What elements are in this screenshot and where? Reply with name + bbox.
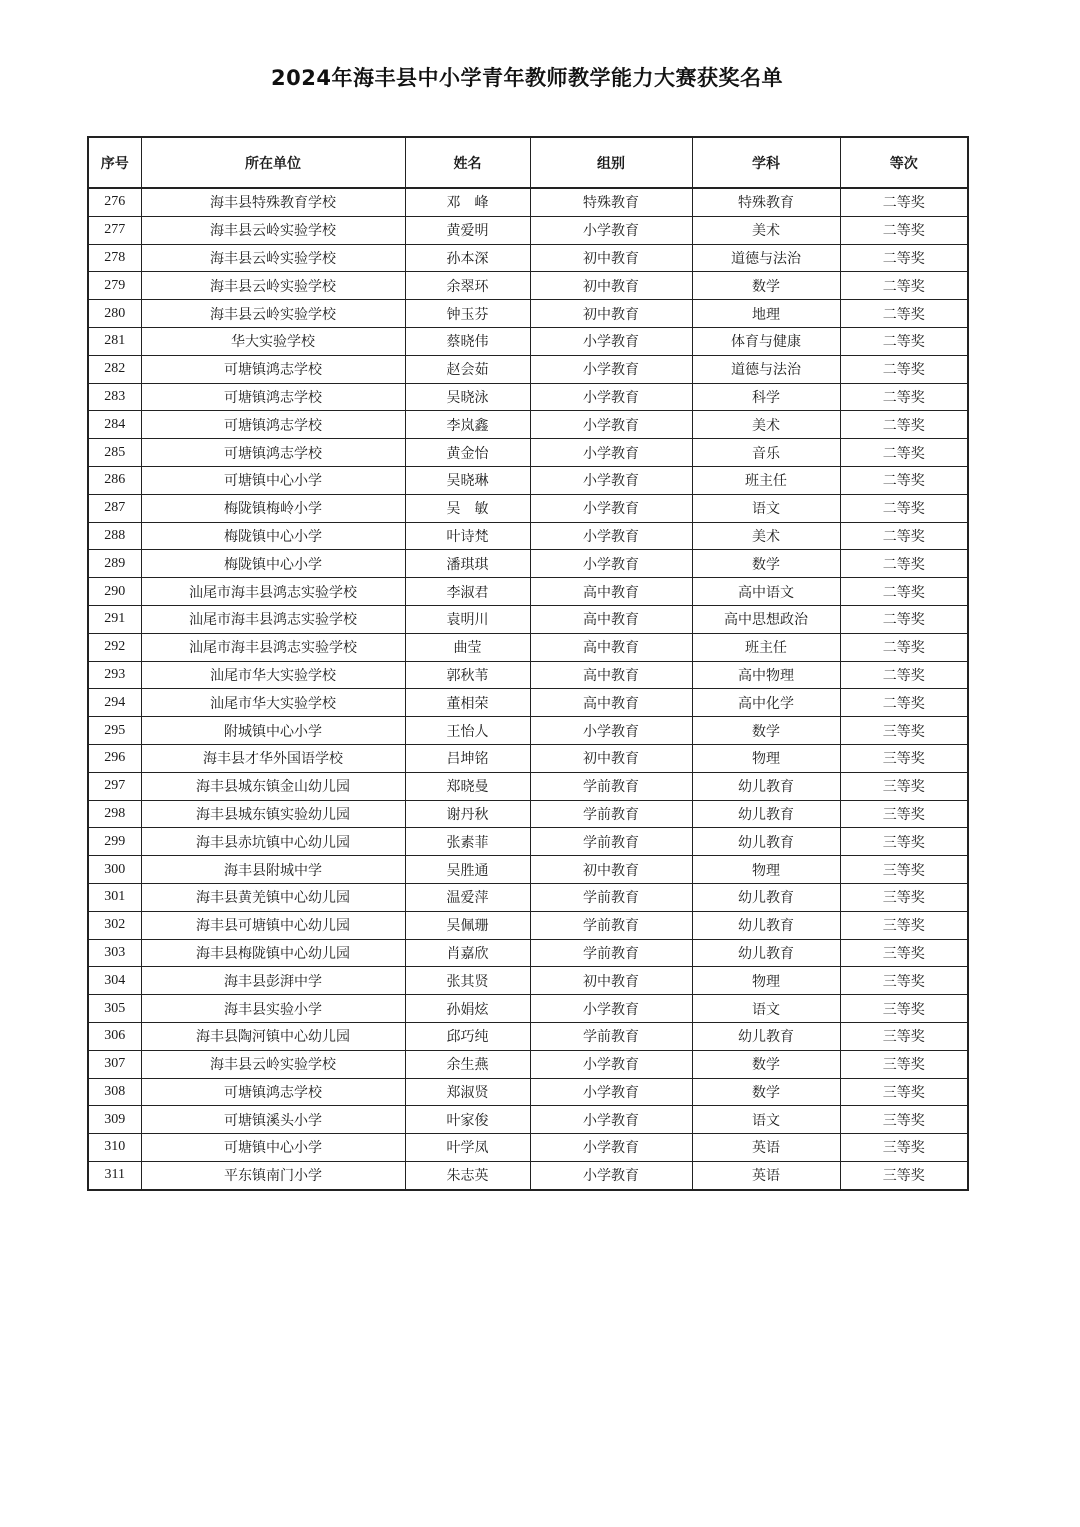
cell-subject: 物理 [692,967,840,995]
cell-no: 297 [88,772,141,800]
cell-unit: 可塘镇溪头小学 [141,1106,405,1134]
cell-award: 二等奖 [840,633,968,661]
cell-no: 299 [88,828,141,856]
cell-subject: 幼儿教育 [692,883,840,911]
cell-subject: 数学 [692,1050,840,1078]
page-title: 2024年海丰县中小学青年教师教学能力大赛获奖名单 [271,66,783,90]
cell-subject: 数学 [692,272,840,300]
cell-group: 小学教育 [530,1078,692,1106]
cell-award: 三等奖 [840,856,968,884]
cell-subject: 高中化学 [692,689,840,717]
cell-unit: 可塘镇中心小学 [141,1134,405,1162]
header-no: 序号 [88,137,141,188]
cell-name: 黄金怡 [405,439,530,467]
cell-award: 三等奖 [840,1161,968,1189]
cell-unit: 汕尾市海丰县鸿志实验学校 [141,578,405,606]
cell-no: 294 [88,689,141,717]
cell-name: 叶家俊 [405,1106,530,1134]
cell-unit: 海丰县彭湃中学 [141,967,405,995]
cell-name: 钟玉芬 [405,300,530,328]
cell-subject: 班主任 [692,466,840,494]
table-row [88,383,968,411]
cell-unit: 可塘镇鸿志学校 [141,1078,405,1106]
cell-no: 303 [88,939,141,967]
cell-unit: 附城镇中心小学 [141,717,405,745]
cell-unit: 海丰县陶河镇中心幼儿园 [141,1022,405,1050]
cell-subject: 道德与法治 [692,355,840,383]
table-row [88,1078,968,1106]
cell-group: 学前教育 [530,828,692,856]
cell-no: 290 [88,578,141,606]
cell-no: 276 [88,188,141,216]
cell-name: 张其贤 [405,967,530,995]
table-row [88,772,968,800]
header-award: 等次 [840,137,968,188]
table-row [88,995,968,1023]
cell-award: 三等奖 [840,717,968,745]
cell-group: 初中教育 [530,856,692,884]
cell-group: 学前教育 [530,939,692,967]
cell-name: 黄爱明 [405,216,530,244]
cell-name: 曲莹 [405,633,530,661]
cell-unit: 可塘镇鸿志学校 [141,439,405,467]
cell-name: 余翠环 [405,272,530,300]
cell-award: 三等奖 [840,800,968,828]
cell-no: 296 [88,744,141,772]
header-unit: 所在单位 [141,137,405,188]
cell-award: 三等奖 [840,939,968,967]
cell-name: 吴佩珊 [405,911,530,939]
table-row [88,522,968,550]
cell-unit: 海丰县云岭实验学校 [141,1050,405,1078]
cell-no: 283 [88,383,141,411]
cell-name: 李淑君 [405,578,530,606]
cell-unit: 可塘镇鸿志学校 [141,383,405,411]
cell-name: 朱志英 [405,1161,530,1189]
cell-name: 吕坤铭 [405,744,530,772]
cell-name: 董相荣 [405,689,530,717]
header-subject: 学科 [692,137,840,188]
cell-subject: 幼儿教育 [692,1022,840,1050]
cell-award: 三等奖 [840,1106,968,1134]
table-row [88,661,968,689]
cell-unit: 海丰县云岭实验学校 [141,216,405,244]
cell-subject: 英语 [692,1161,840,1189]
cell-subject: 音乐 [692,439,840,467]
cell-award: 二等奖 [840,661,968,689]
table-row [88,411,968,439]
cell-subject: 美术 [692,411,840,439]
cell-no: 300 [88,856,141,884]
cell-subject: 美术 [692,216,840,244]
cell-subject: 幼儿教育 [692,939,840,967]
cell-subject: 数学 [692,1078,840,1106]
cell-subject: 幼儿教育 [692,828,840,856]
cell-award: 二等奖 [840,300,968,328]
cell-group: 初中教育 [530,244,692,272]
cell-unit: 汕尾市华大实验学校 [141,689,405,717]
cell-award: 二等奖 [840,578,968,606]
cell-award: 三等奖 [840,967,968,995]
table-row [88,216,968,244]
cell-award: 三等奖 [840,911,968,939]
cell-no: 285 [88,439,141,467]
cell-no: 281 [88,327,141,355]
cell-group: 小学教育 [530,1106,692,1134]
cell-no: 277 [88,216,141,244]
cell-award: 二等奖 [840,244,968,272]
cell-subject: 体育与健康 [692,327,840,355]
cell-award: 二等奖 [840,439,968,467]
table-row [88,272,968,300]
table-row [88,883,968,911]
cell-name: 吴晓泳 [405,383,530,411]
table-row [88,188,968,216]
cell-award: 三等奖 [840,1050,968,1078]
cell-group: 小学教育 [530,439,692,467]
cell-subject: 幼儿教育 [692,800,840,828]
cell-name: 赵会茹 [405,355,530,383]
cell-name: 孙本深 [405,244,530,272]
cell-subject: 语文 [692,1106,840,1134]
cell-no: 292 [88,633,141,661]
cell-unit: 梅陇镇梅岭小学 [141,494,405,522]
table-row [88,1134,968,1162]
cell-no: 293 [88,661,141,689]
cell-award: 二等奖 [840,466,968,494]
cell-subject: 语文 [692,995,840,1023]
table-row [88,550,968,578]
table-row [88,856,968,884]
cell-subject: 英语 [692,1134,840,1162]
cell-award: 二等奖 [840,272,968,300]
cell-unit: 海丰县云岭实验学校 [141,272,405,300]
cell-no: 282 [88,355,141,383]
cell-no: 288 [88,522,141,550]
cell-no: 308 [88,1078,141,1106]
cell-group: 高中教育 [530,605,692,633]
cell-subject: 数学 [692,550,840,578]
cell-group: 学前教育 [530,772,692,800]
cell-no: 302 [88,911,141,939]
cell-award: 二等奖 [840,689,968,717]
cell-name: 吴晓琳 [405,466,530,494]
cell-group: 小学教育 [530,717,692,745]
cell-unit: 海丰县云岭实验学校 [141,300,405,328]
cell-group: 学前教育 [530,883,692,911]
cell-award: 二等奖 [840,355,968,383]
cell-no: 310 [88,1134,141,1162]
cell-group: 学前教育 [530,800,692,828]
table-row [88,828,968,856]
cell-group: 小学教育 [530,494,692,522]
table-row [88,1022,968,1050]
cell-no: 287 [88,494,141,522]
table-row [88,939,968,967]
cell-name: 张素菲 [405,828,530,856]
cell-name: 郑淑贤 [405,1078,530,1106]
cell-name: 谢丹秋 [405,800,530,828]
cell-group: 高中教育 [530,578,692,606]
cell-unit: 海丰县梅陇镇中心幼儿园 [141,939,405,967]
cell-name: 王怡人 [405,717,530,745]
cell-unit: 可塘镇鸿志学校 [141,411,405,439]
cell-unit: 海丰县城东镇实验幼儿园 [141,800,405,828]
cell-group: 特殊教育 [530,188,692,216]
cell-subject: 道德与法治 [692,244,840,272]
cell-no: 309 [88,1106,141,1134]
cell-subject: 语文 [692,494,840,522]
cell-award: 三等奖 [840,1022,968,1050]
cell-subject: 高中物理 [692,661,840,689]
cell-group: 小学教育 [530,216,692,244]
cell-name: 袁明川 [405,605,530,633]
cell-unit: 海丰县城东镇金山幼儿园 [141,772,405,800]
cell-award: 二等奖 [840,216,968,244]
cell-unit: 梅陇镇中心小学 [141,550,405,578]
table-row [88,244,968,272]
cell-award: 二等奖 [840,550,968,578]
cell-subject: 物理 [692,744,840,772]
cell-subject: 数学 [692,717,840,745]
cell-subject: 班主任 [692,633,840,661]
table-row [88,744,968,772]
cell-unit: 华大实验学校 [141,327,405,355]
cell-no: 298 [88,800,141,828]
cell-group: 学前教育 [530,911,692,939]
award-roster-table [87,136,969,1191]
table-row [88,1161,968,1189]
cell-award: 三等奖 [840,883,968,911]
cell-subject: 地理 [692,300,840,328]
cell-no: 304 [88,967,141,995]
cell-name: 肖嘉欣 [405,939,530,967]
cell-name: 郭秋苇 [405,661,530,689]
table-row [88,494,968,522]
cell-unit: 海丰县云岭实验学校 [141,244,405,272]
cell-group: 小学教育 [530,1050,692,1078]
cell-group: 小学教育 [530,550,692,578]
cell-award: 三等奖 [840,772,968,800]
cell-award: 二等奖 [840,605,968,633]
cell-unit: 海丰县才华外国语学校 [141,744,405,772]
cell-group: 高中教育 [530,689,692,717]
table-row [88,911,968,939]
cell-no: 291 [88,605,141,633]
cell-group: 小学教育 [530,327,692,355]
cell-group: 小学教育 [530,466,692,494]
cell-name: 潘琪琪 [405,550,530,578]
cell-name: 温爱萍 [405,883,530,911]
cell-award: 三等奖 [840,995,968,1023]
cell-subject: 高中思想政治 [692,605,840,633]
cell-subject: 美术 [692,522,840,550]
cell-group: 学前教育 [530,1022,692,1050]
table-body [88,188,968,1190]
table-row [88,300,968,328]
cell-group: 小学教育 [530,383,692,411]
cell-unit: 海丰县特殊教育学校 [141,188,405,216]
cell-award: 三等奖 [840,1134,968,1162]
cell-name: 叶诗梵 [405,522,530,550]
cell-no: 286 [88,466,141,494]
table-row [88,689,968,717]
cell-award: 二等奖 [840,494,968,522]
cell-no: 284 [88,411,141,439]
cell-unit: 海丰县黄羌镇中心幼儿园 [141,883,405,911]
cell-subject: 幼儿教育 [692,772,840,800]
cell-award: 三等奖 [840,1078,968,1106]
cell-award: 二等奖 [840,383,968,411]
cell-no: 307 [88,1050,141,1078]
cell-award: 二等奖 [840,522,968,550]
cell-award: 二等奖 [840,188,968,216]
cell-name: 余生燕 [405,1050,530,1078]
table-row [88,717,968,745]
cell-no: 311 [88,1161,141,1189]
cell-name: 李岚鑫 [405,411,530,439]
table-row [88,355,968,383]
header-group: 组别 [530,137,692,188]
cell-group: 高中教育 [530,633,692,661]
header-name: 姓名 [405,137,530,188]
cell-group: 初中教育 [530,300,692,328]
cell-name: 孙娟炫 [405,995,530,1023]
cell-no: 278 [88,244,141,272]
table-row [88,800,968,828]
cell-unit: 海丰县赤坑镇中心幼儿园 [141,828,405,856]
cell-unit: 汕尾市海丰县鸿志实验学校 [141,605,405,633]
cell-no: 301 [88,883,141,911]
table-header [88,137,968,188]
table-row [88,1050,968,1078]
cell-no: 305 [88,995,141,1023]
cell-subject: 科学 [692,383,840,411]
cell-unit: 海丰县实验小学 [141,995,405,1023]
cell-subject: 幼儿教育 [692,911,840,939]
cell-name: 吴胜通 [405,856,530,884]
cell-name: 吴 敏 [405,494,530,522]
table-row [88,1106,968,1134]
cell-name: 郑晓曼 [405,772,530,800]
cell-subject: 物理 [692,856,840,884]
cell-group: 小学教育 [530,1134,692,1162]
cell-award: 三等奖 [840,744,968,772]
cell-group: 小学教育 [530,522,692,550]
table-row [88,466,968,494]
cell-unit: 平东镇南门小学 [141,1161,405,1189]
cell-unit: 可塘镇中心小学 [141,466,405,494]
cell-name: 邓 峰 [405,188,530,216]
table-row [88,439,968,467]
cell-unit: 可塘镇鸿志学校 [141,355,405,383]
cell-name: 蔡晓伟 [405,327,530,355]
cell-unit: 汕尾市华大实验学校 [141,661,405,689]
cell-group: 初中教育 [530,967,692,995]
table-row [88,327,968,355]
cell-award: 三等奖 [840,828,968,856]
header-row [88,137,968,188]
cell-subject: 特殊教育 [692,188,840,216]
cell-group: 初中教育 [530,744,692,772]
table-row [88,633,968,661]
cell-group: 小学教育 [530,411,692,439]
table-row [88,967,968,995]
cell-group: 小学教育 [530,1161,692,1189]
cell-group: 初中教育 [530,272,692,300]
cell-subject: 高中语文 [692,578,840,606]
cell-group: 高中教育 [530,661,692,689]
cell-unit: 梅陇镇中心小学 [141,522,405,550]
cell-unit: 海丰县附城中学 [141,856,405,884]
cell-no: 295 [88,717,141,745]
cell-name: 邱巧纯 [405,1022,530,1050]
table-row [88,605,968,633]
cell-unit: 汕尾市海丰县鸿志实验学校 [141,633,405,661]
cell-name: 叶学凤 [405,1134,530,1162]
cell-group: 小学教育 [530,995,692,1023]
cell-award: 二等奖 [840,411,968,439]
cell-no: 279 [88,272,141,300]
cell-no: 280 [88,300,141,328]
cell-no: 289 [88,550,141,578]
cell-group: 小学教育 [530,355,692,383]
cell-award: 二等奖 [840,327,968,355]
cell-unit: 海丰县可塘镇中心幼儿园 [141,911,405,939]
table-row [88,578,968,606]
cell-no: 306 [88,1022,141,1050]
